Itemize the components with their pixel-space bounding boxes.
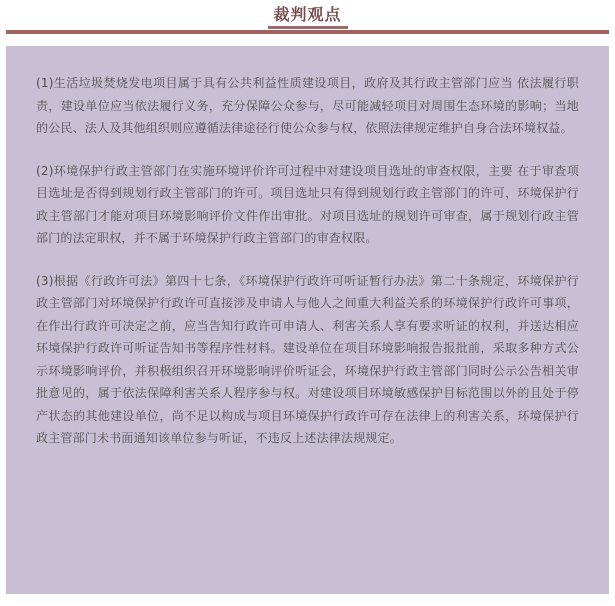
content-panel (6, 46, 609, 594)
page-title: 裁判观点 (273, 5, 342, 24)
header-divider (6, 30, 609, 34)
title-underline (268, 26, 348, 29)
paragraph-2: (2)环境保护行政主管部门在实施环境评价许可过程中对建设项目选址的审查权限，主要 在于审查项目选址是否得到规划行政主管部门的许可。项目选址只有得到规划行政主管部门的许可，环境保护行政主管部门才能对项目环境影响评价文件作出审批。对项目选址的规划许可审查，属于规划行政主管部门的法定职权，并不属于环境保护行政主管部门的审查权限。 (36, 163, 579, 245)
paragraph-1: (1)生活垃圾焚烧发电项目属于具有公共利益性质建设项目，政府及其行政主管部门应当 依法履行职责，建设单位应当依法履行义务，充分保障公众参与，尽可能减轻项目对周围生态环境的影响；当地的公民、法人及其他组织则应遵循法律途径行使公众参与权，依照法律规定维护自身合法环境权益。 (36, 76, 579, 135)
paragraph-3: (3)根据《行政许可法》第四十七条，《环境保护行政许可听证暂行办法》第二十条规定，环境保护行政主管部门对环境保护行政许可直接涉及申请人与他人之间重大利益关系的环境保护行政许可事项，在作出行政许可决定之前，应当告知行政许可申请人、利害关系人享有要求听证的权利，并送达相应环境保护行政许可听证告知书等程序性材料。建设单位在项目环境影响报告报批前，采取多种方式公示环境影响评价，并积极组织召开环境影响评价听证会，环境保护行政主管部门同时公示公告相关审批意见的，属于依法保障利害关系人程序参与权。对建设项目环境敏感保护目标范围以外的且处于停产状态的其他建设单位，尚不足以构成与项目环境保护行政许可存在法律上的利害关系，环境保护行政主管部门未书面通知该单位参与听证，不违反上述法律法规规定。 (36, 273, 579, 445)
